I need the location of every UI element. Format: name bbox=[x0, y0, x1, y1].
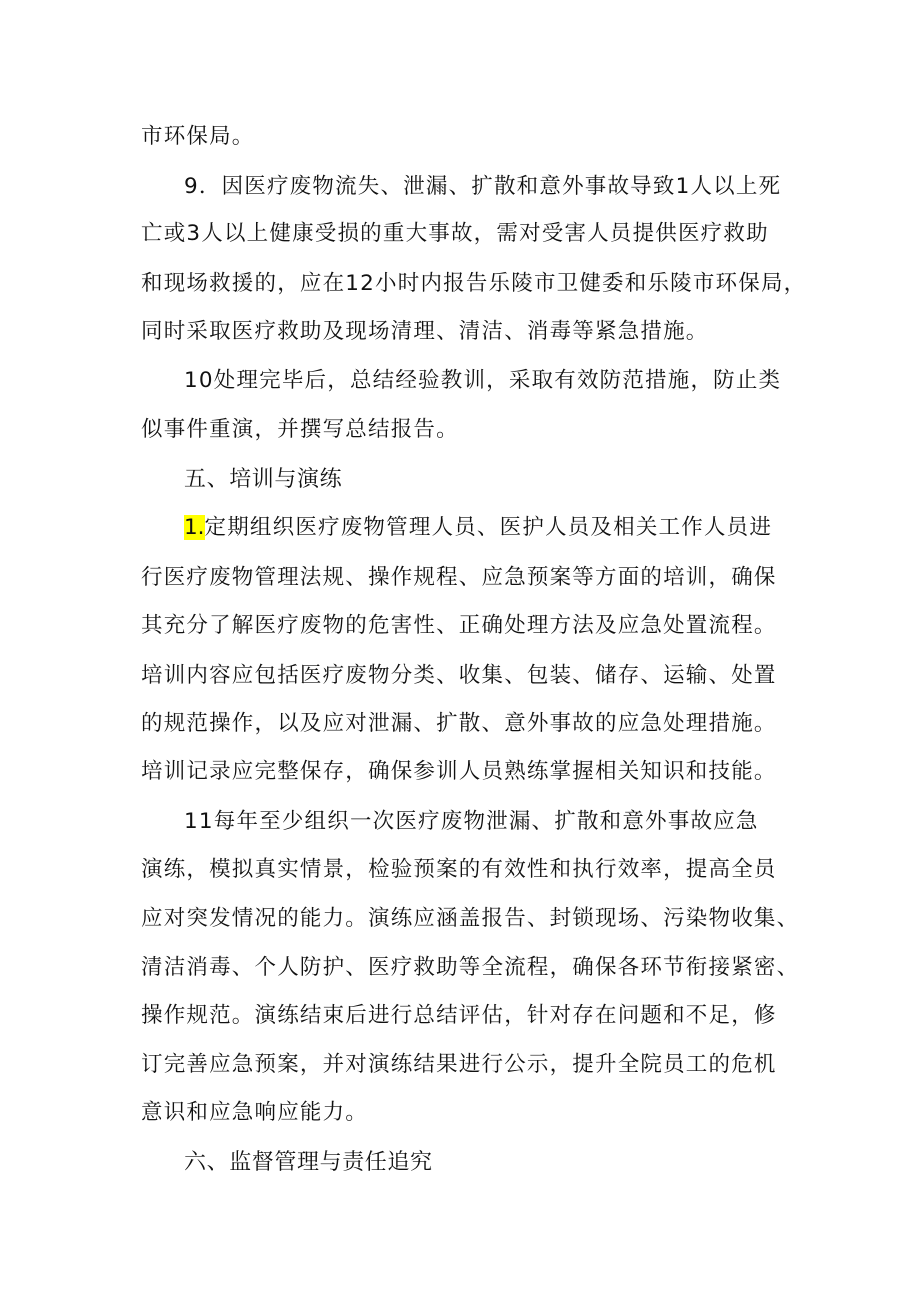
text-line: 订完善应急预案，并对演练结果进行公示，提升全院员工的危机 bbox=[141, 1052, 777, 1077]
text-line: 11每年至少组织一次医疗废物泄漏、扩散和意外事故应急 bbox=[184, 809, 759, 834]
text-line: 9．因医疗废物流失、泄漏、扩散和意外事故导致1人以上死 bbox=[184, 174, 782, 199]
text-line: 培训记录应完整保存，确保参训人员熟练掌握相关知识和技能。 bbox=[141, 759, 777, 784]
text-line: 亡或3人以上健康受损的重大事故，需对受害人员提供医疗救助 bbox=[141, 221, 769, 246]
text-line: 其充分了解医疗废物的危害性、正确处理方法及应急处置流程。 bbox=[141, 613, 777, 638]
text-line: 10处理完毕后，总结经验教训，采取有效防范措施，防止类 bbox=[184, 368, 782, 393]
section-heading-5: 五、培训与演练 bbox=[184, 467, 343, 492]
text-line: 演练，模拟真实情景，检验预案的有效性和执行效率，提高全员 bbox=[141, 857, 777, 882]
text-line: 意识和应急响应能力。 bbox=[141, 1100, 369, 1125]
numbered-item-line bbox=[184, 508, 791, 548]
text-line: 培训内容应包括医疗废物分类、收集、包装、储存、运输、处置 bbox=[141, 663, 777, 688]
text-line: 定期组织医疗废物管理人员、医护人员及相关工作人员进 bbox=[204, 515, 773, 540]
text-line: 应对突发情况的能力。演练应涵盖报告、封锁现场、污染物收集、 bbox=[141, 906, 800, 931]
text-line: 的规范操作，以及应对泄漏、扩散、意外事故的应急处理措施。 bbox=[141, 711, 777, 736]
text-line: 和现场救援的，应在12小时内报告乐陵市卫健委和乐陵市环保局， bbox=[141, 271, 807, 296]
text-line: 行医疗废物管理法规、操作规程、应急预案等方面的培训，确保 bbox=[141, 565, 777, 590]
text-line: 市环保局。 bbox=[141, 124, 255, 149]
text-line: 似事件重演，并撰写总结报告。 bbox=[141, 417, 459, 442]
text-line: 操作规范。演练结束后进行总结评估，针对存在问题和不足，修 bbox=[141, 1003, 777, 1028]
highlighted-number: 1. bbox=[184, 515, 205, 540]
text-line: 清洁消毒、个人防护、医疗救助等全流程，确保各环节衔接紧密、 bbox=[141, 955, 800, 980]
section-heading-6: 六、监督管理与责任追究 bbox=[184, 1150, 433, 1175]
text-line: 同时采取医疗救助及现场清理、清洁、消毒等紧急措施。 bbox=[141, 319, 709, 344]
